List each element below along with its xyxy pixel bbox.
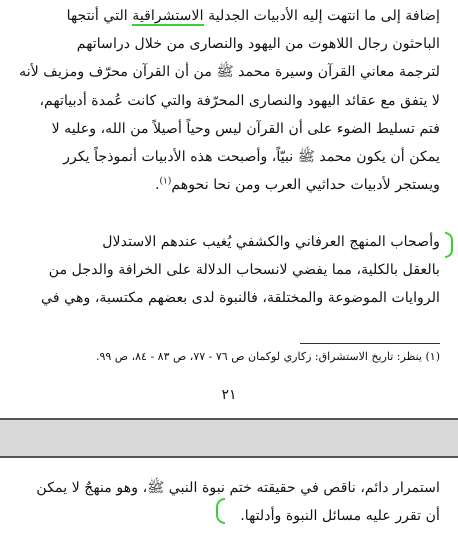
- text-line: أن تقرر عليه مسائل النبوة وأدلتها.: [240, 508, 440, 525]
- text-segment: ويستجر لأدبيات حداثيي العرب ومن نحا نحوهم: [171, 177, 440, 194]
- footnote-divider: [300, 343, 440, 344]
- text-line: يمكن أن يكون محمد ﷺ نبيّاً، وأصبحت هذه الأدبيات أنموذجاً يكرر: [63, 149, 440, 166]
- highlighted-word: الاستشراقية: [132, 8, 204, 24]
- paragraph-1: [8, 2, 440, 199]
- paragraph-3: [12, 474, 440, 530]
- text-line: الروايات الموضوعة والمختلقة، فالنبوة لدى بعضهم مكتسبة، وهي في: [41, 290, 440, 307]
- paragraph-2: [8, 228, 440, 313]
- page-edge: [0, 418, 458, 420]
- text-line: الباحثون رجال اللاهوت من اليهود والنصارى من خلال دراساتهم: [76, 36, 440, 53]
- text-line: وأصحاب المنهج العرفاني والكشفي يُغيب عندهم الاستدلال: [102, 234, 440, 250]
- text-line: استمرار دائم، ناقص في حقيقته ختم نبوة النبي ﷺ، وهو منهجٌ لا يمكن: [36, 480, 440, 496]
- text-line: [8, 2, 440, 30]
- annotation-bracket: [445, 232, 453, 258]
- text-segment: .: [154, 177, 160, 194]
- page-separator: [0, 418, 458, 458]
- text-segment: إضافة إلى ما انتهت إليه الأدبيات الجدلية: [203, 8, 440, 24]
- footnote-marker[interactable]: (١): [159, 176, 172, 187]
- footnote: (١) ينظر: تاريخ الاستشراق: زكاري لوكمان ص ٧٦ - ٧٧، ص ٨٣ - ٨٤، ص ٩٩.: [95, 350, 440, 363]
- text-line: لترجمة معاني القرآن وسيرة محمد ﷺ من أن القرآن محرّف ومزيف لأنه: [19, 64, 440, 81]
- text-line: لا يتفق مع عقائد اليهود والنصارى المحرّفة والتي كانت عُمدة أدبياتهم،: [39, 92, 440, 109]
- annotation-bracket: [216, 498, 225, 524]
- text-line: بالعقل بالكلية، مما يفضي لانسحاب الدلالة على الخرافة والدجل من: [48, 262, 440, 279]
- text-line: فتم تسليط الضوء على أن القرآن ليس وحياً أصيلاً من الله، وعليه لا: [51, 120, 440, 137]
- text-line: [8, 171, 440, 199]
- text-segment: التي أنتجها: [66, 8, 133, 24]
- page-number: ٢١: [221, 387, 237, 403]
